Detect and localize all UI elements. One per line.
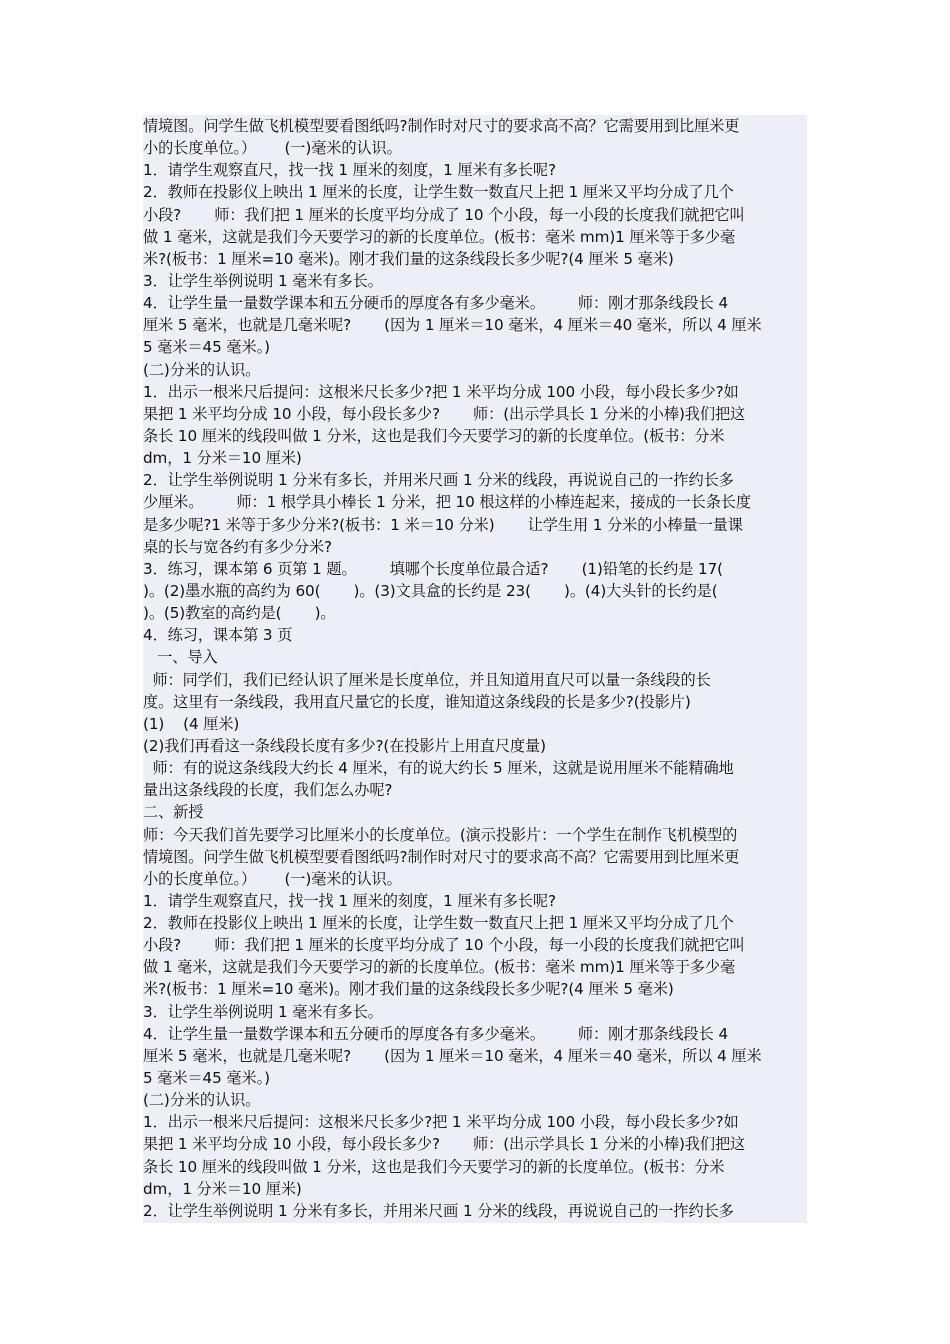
text-line: 2．教师在投影仪上映出 1 厘米的长度，让学生数一数直尺上把 1 厘米又平均分成了几个: [143, 914, 734, 933]
text-line: 厘米 5 毫米，也就是几毫米呢? (因为 1 厘米＝10 毫米，4 厘米＝40 毫米，所以 4 厘米: [143, 1046, 762, 1065]
text-line: 3．让学生举例说明 1 毫米有多长。: [143, 271, 383, 290]
text-line: 条长 10 厘米的线段叫做 1 分米，这也是我们今天要学习的新的长度单位。(板书：分米: [143, 1157, 725, 1176]
text-line: 小的长度单位。） (一)毫米的认识。: [143, 869, 402, 888]
text-line: 果把 1 米平均分成 10 小段，每小段长多少? 师：(出示学具长 1 分米的小棒)我们把这: [143, 1135, 746, 1154]
text-line: 米?(板书：1 厘米=10 毫米)。刚才我们量的这条线段长多少呢?(4 厘米 5 毫米): [143, 980, 674, 999]
text-line: 厘米 5 毫米，也就是几毫米呢? (因为 1 厘米＝10 毫米，4 厘米＝40 毫米，所以 4 厘米: [143, 316, 762, 335]
text-line: 3．练习，课本第 6 页第 1 题。 填哪个长度单位最合适? (1)铅笔的长约是 17(: [143, 559, 724, 578]
text-line: 小的长度单位。） (一)毫米的认识。: [143, 139, 402, 158]
text-line: 小段? 师：我们把 1 厘米的长度平均分成了 10 个小段，每一小段的长度我们就把它叫: [143, 205, 745, 224]
text-line: 4．练习，课本第 3 页: [143, 626, 293, 645]
text-line: 4．让学生量一量数学课本和五分硬币的厚度各有多少毫米。 师：刚才那条线段长 4: [143, 294, 729, 313]
text-line: 情境图。问学生做飞机模型要看图纸吗?制作时对尺寸的要求高不高？它需要用到比厘米更: [143, 847, 740, 866]
text-line: 桌的长与宽各约有多少分米?: [143, 537, 333, 556]
text-line: 少厘米。 师：1 根学具小棒长 1 分米，把 10 根这样的小棒连起来，接成的一长条长度: [143, 493, 751, 512]
text-line: 1．请学生观察直尺，找一找 1 厘米的刻度，1 厘米有多长呢?: [143, 891, 556, 910]
text-line: 一、导入: [143, 648, 218, 667]
text-line: 条长 10 厘米的线段叫做 1 分米，这也是我们今天要学习的新的长度单位。(板书：分米: [143, 426, 725, 445]
text-line: 师：有的说这条线段大约长 4 厘米，有的说大约长 5 厘米，这就是说用厘米不能精确地: [143, 759, 734, 778]
text-line: 度。这里有一条线段，我用直尺量它的长度，谁知道这条线段的长是多少?(投影片): [143, 692, 691, 711]
text-line: (1) (4 厘米): [143, 714, 240, 733]
text-line: 师：今天我们首先要学习比厘米小的长度单位。(演示投影片：一个学生在制作飞机模型的: [143, 825, 738, 844]
text-line: 米?(板书：1 厘米=10 毫米)。刚才我们量的这条线段长多少呢?(4 厘米 5 毫米): [143, 249, 674, 268]
text-line: 5 毫米＝45 毫米。): [143, 1069, 270, 1088]
text-line: 4．让学生量一量数学课本和五分硬币的厚度各有多少毫米。 师：刚才那条线段长 4: [143, 1024, 729, 1043]
text-line: )。(2)墨水瓶的高约为 60( )。(3)文具盒的长约是 23( )。(4)大头针的长约是(: [143, 581, 718, 600]
text-line: 2．让学生举例说明 1 分米有多长，并用米尺画 1 分米的线段，再说说自己的一拃约长多: [143, 471, 734, 490]
text-line: 量出这条线段的长度，我们怎么办呢?: [143, 781, 393, 800]
text-line: 师：同学们，我们已经认识了厘米是长度单位，并且知道用直尺可以量一条线段的长: [143, 670, 711, 689]
text-line: 果把 1 米平均分成 10 小段，每小段长多少? 师：(出示学具长 1 分米的小棒)我们把这: [143, 404, 746, 423]
text-line: )。(5)教室的高约是( )。: [143, 604, 336, 623]
text-line: 做 1 毫米，这就是我们今天要学习的新的长度单位。(板书：毫米 mm)1 厘米等于多少毫: [143, 958, 736, 977]
text-line: 5 毫米＝45 毫米。): [143, 338, 270, 357]
text-line: 2．教师在投影仪上映出 1 厘米的长度，让学生数一数直尺上把 1 厘米又平均分成了几个: [143, 183, 734, 202]
text-line: 3．让学生举例说明 1 毫米有多长。: [143, 1002, 383, 1021]
text-line: 1．出示一根米尺后提问：这根米尺长多少?把 1 米平均分成 100 小段，每小段长多少?如: [143, 382, 739, 401]
lesson-text-block: [143, 115, 807, 1223]
text-line: dm，1 分米＝10 厘米): [143, 1179, 302, 1198]
text-line: 1．出示一根米尺后提问：这根米尺长多少?把 1 米平均分成 100 小段，每小段长多少?如: [143, 1113, 739, 1132]
text-line: dm，1 分米＝10 厘米): [143, 449, 302, 468]
text-line: (2)我们再看这一条线段长度有多少?(在投影片上用直尺度量): [143, 736, 546, 755]
text-line: 2．让学生举例说明 1 分米有多长，并用米尺画 1 分米的线段，再说说自己的一拃约长多: [143, 1201, 734, 1220]
text-line: 二、新授: [143, 803, 204, 822]
text-line: 1．请学生观察直尺，找一找 1 厘米的刻度，1 厘米有多长呢?: [143, 161, 556, 180]
text-line: 小段? 师：我们把 1 厘米的长度平均分成了 10 个小段，每一小段的长度我们就把它叫: [143, 936, 745, 955]
text-line: 做 1 毫米，这就是我们今天要学习的新的长度单位。(板书：毫米 mm)1 厘米等于多少毫: [143, 227, 736, 246]
text-line: (二)分米的认识。: [143, 1091, 261, 1110]
text-line: 是多少呢?1 米等于多少分米?(板书：1 米＝10 分米) 让学生用 1 分米的小棒量一量课: [143, 515, 743, 534]
text-line: (二)分米的认识。: [143, 360, 261, 379]
text-line: 情境图。问学生做飞机模型要看图纸吗?制作时对尺寸的要求高不高？它需要用到比厘米更: [143, 117, 740, 135]
